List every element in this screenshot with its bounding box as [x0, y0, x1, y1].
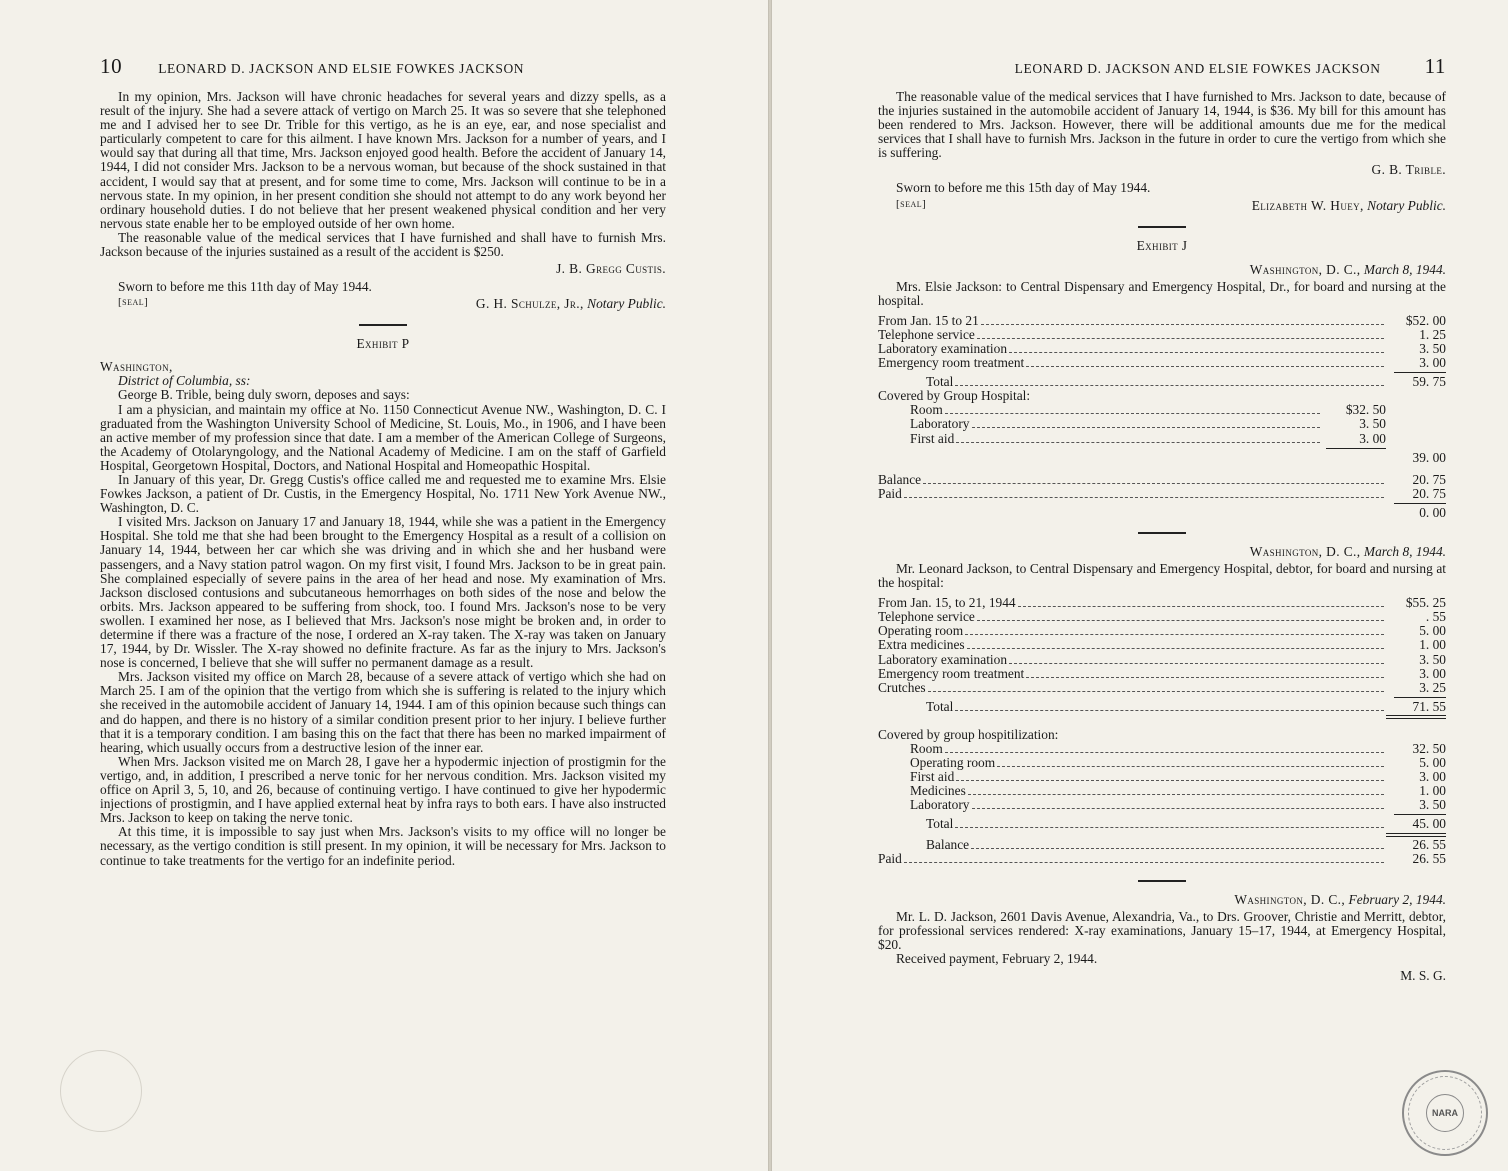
exhibit-heading: Exhibit P [356, 336, 410, 352]
ledger-total: Total 59. 75 [926, 374, 1446, 390]
section-divider [1138, 532, 1186, 534]
ledger-bill-2 [878, 596, 1446, 866]
notary-title: Notary Public. [587, 296, 666, 312]
running-head-right [878, 54, 1446, 90]
bill-dateline [878, 892, 1446, 908]
binding-gutter [768, 0, 772, 1171]
ledger-row: Laboratory examination 3. 50 [878, 340, 1446, 356]
ledger-row: Laboratory 3. 50 [910, 797, 1446, 813]
bill-heading: Mr. Leonard Jackson, to Central Dispensary and Emergency Hospital, debtor, for board and nursing at the hospital: [878, 560, 1446, 591]
faded-stamp [60, 1050, 142, 1132]
body-text [878, 910, 1446, 966]
ledger-row: Balance 26. 55 [926, 836, 1446, 852]
notary-title: Notary Public. [1367, 197, 1446, 213]
ledger-row: Telephone service . 55 [878, 609, 1446, 625]
ledger-row: Laboratory 3. 50 [910, 416, 1386, 432]
ledger-row: Paid 20. 75 [878, 485, 1446, 501]
stamp-ring [1408, 1076, 1482, 1150]
ledger-row: Telephone service 1. 25 [878, 326, 1446, 342]
ledger-subheading: Covered by Group Hospital: [878, 388, 1031, 404]
ledger-row: Extra medicines 1. 00 [878, 637, 1446, 653]
body-text [100, 388, 666, 867]
paragraph: The reasonable value of the medical services that I have furnished and shall have to furnish Mrs. Jackson because of the injuries sustained as a result of the accident is $250. [100, 229, 666, 260]
exhibit-heading: Exhibit J [1136, 237, 1188, 253]
paragraph: When Mrs. Jackson visited me on March 28, I gave her a hypodermic injection of prostigmin for the vertigo, and, in addition, I prescribed a nerve tonic for her nervous condition. Mrs. Jackson visited my office on April 3, 5, 10, and 26, because of continuing vertigo. I have continued to give her hypodermic injections of prostigmin, and I have applied external heat by infra rays to both ears. I have also instructed Mrs. Jackson to keep on taking the nerve tonic. [100, 753, 666, 826]
ledger-row: Operating room 5. 00 [910, 755, 1446, 771]
paragraph: In my opinion, Mrs. Jackson will have chronic headaches for several years and dizzy spells, as a result of the injury. She had a severe attack of vertigo on March 25. It was so severe that she telephoned me and I advised her to see Dr. Trible for this vertigo, as he is an eye, ear, and nose specialist and particularly competent to care for this ailment. I have known Mrs. Jackson for a number of years, and I would say that during all that time, Mrs. Jackson enjoyed good health. Before the accident of January 14, 1944, I did not consider Mrs. Jackson to be a nervous woman, but because of the shock sustained in that accident, I would say that at present, and for some time to come, Mrs. Jackson will continue to be in a nervous state. In my opinion, in her present condition she should not attempt to do any work beyond her ordinary household duties. I do not believe that her present weakened physical condition and her very nervous state enable her to be employed outside of her own home. [100, 89, 666, 231]
ledger-row: Emergency room treatment 3. 00 [878, 355, 1446, 371]
ledger-row: Operating room 5. 00 [878, 623, 1446, 639]
notary-line [896, 198, 1446, 214]
running-head-title: LEONARD D. JACKSON AND ELSIE FOWKES JACKSON [158, 61, 525, 76]
dateline-place: Washington, D. C., [1234, 891, 1346, 907]
stamp-center: NARA [1426, 1094, 1464, 1132]
paragraph: Mr. L. D. Jackson, 2601 Davis Avenue, Alexandria, Va., to Drs. Groover, Christie and Merritt, debtor, for professional services rendered: X-ray examinations, January 15–17, 1944, at Emergency Hospital, $20. [878, 908, 1446, 952]
ledger-row: First aid 3. 00 [910, 430, 1386, 446]
section-divider [1138, 880, 1186, 882]
dateline-date: March 8, 1944. [1363, 261, 1446, 277]
signature: J. B. Gregg Custis. [556, 261, 666, 277]
paragraph: At this time, it is impossible to say just when Mrs. Jackson's visits to my office will no longer be necessary, as the vertigo condition is still present. In my opinion, it will be necessary for Mrs. Jackson to continue to take treatments for the vertigo for an indefinite period. [100, 824, 666, 868]
paragraph: The reasonable value of the medical services that I have furnished to Mrs. Jackson to date, because of the injuries sustained in the automobile accident of January 14, 1944, is $36. My bill for this amount has been rendered to Mrs. Jackson. However, there will be additional amounts due me for the medical services that I shall have to furnish Mrs. Jackson in the future in order to cure the vertigo from which she is suffering. [878, 89, 1446, 161]
paragraph: Received payment, February 2, 1944. [896, 951, 1098, 967]
ledger-total: Total 45. 00 [926, 816, 1446, 832]
ledger-row: Crutches 3. 25 [878, 679, 1446, 695]
section-divider [359, 324, 407, 326]
paragraph: In January of this year, Dr. Gregg Custis's office called me and requested me to examine Mrs. Elsie Fowkes Jackson, a patient of Dr. Custis, in the Emergency Hospital, No. 1711 New York Avenue NW., Washington, D. C. [100, 471, 666, 516]
ledger-subheading: Covered by group hospitilization: [878, 726, 1059, 742]
ledger-row: First aid 3. 00 [910, 769, 1446, 785]
venue-line: District of Columbia, ss: [118, 373, 251, 389]
double-rule [1386, 833, 1446, 837]
sum-rule [1326, 448, 1386, 449]
ledger-bill-1 [878, 314, 1446, 520]
sum-rule [1394, 814, 1446, 815]
nara-stamp-icon [1402, 1070, 1488, 1156]
page-number: 10 [100, 54, 123, 78]
sum-rule [1394, 697, 1446, 698]
seal-mark: [seal] [118, 296, 149, 309]
initials: M. S. G. [1400, 968, 1446, 984]
body-text [100, 90, 666, 259]
dateline-date: February 2, 1944. [1348, 891, 1446, 907]
ledger-row: Paid 26. 55 [878, 850, 1446, 866]
ledger-total: Total 71. 55 [926, 698, 1446, 714]
notary-name: Elizabeth W. Huey, [1251, 197, 1364, 213]
paragraph: I am a physician, and maintain my office at No. 1150 Connecticut Avenue NW., Washington, D. C. I graduated from the Washington University School of Medicine, St. Louis, Mo., in 1906, and I have been an active member of my profession since that date. I am a member of the American College of Surgeons, the Academy of Otolaryngology, and the National Academy of Medicine. I am on the staff of Garfield Hospital, Georgetown Hospital, Doctors, and National Hospital and Homeopathic Hospital. [100, 401, 666, 473]
running-head-left [100, 54, 666, 90]
double-rule [1386, 715, 1446, 719]
ledger-row: 39. 00 [1412, 449, 1446, 465]
bill-heading: Mrs. Elsie Jackson: to Central Dispensary and Emergency Hospital, Dr., for board and nursing at the hospital. [878, 278, 1446, 308]
dateline-place: Washington, D. C., [1249, 543, 1361, 559]
dateline-place: Washington, D. C., [1249, 261, 1361, 277]
sum-rule [1394, 372, 1446, 373]
page-right [770, 0, 1508, 1171]
ledger-row: From Jan. 15, to 21, 1944 $55. 25 [878, 595, 1446, 611]
ledger-row: From Jan. 15 to 21 $52. 00 [878, 312, 1446, 328]
paragraph: I visited Mrs. Jackson on January 17 and January 18, 1944, while she was a patient in the Emergency Hospital. She told me that she had been brought to the Emergency Hospital as a result of a collision on January 14, 1944, between her car which she was driving and in which she and her husband were passengers, and a Navy station patrol wagon. On my first visit, I found Mrs. Jackson to be in great pain. She complained especially of severe pains in the area of her head and nose. My examination of Mrs. Jackson disclosed contusions and subcutaneous hemorrhages on both sides of the nose and below the orbits. Mrs. Jackson appeared to be suffering from shock, too. I found Mrs. Jackson's nose to be very swollen. I examined her nose, as I believed that Mrs. Jackson's nose might be broken and, in order to determine if there was a fracture of the nose, I ordered an X-ray taken. The X-ray was taken on January 17, 1944, by Dr. Wissler. The X-ray showed no definite fracture. As far as the injury to Mrs. Jackson's nose is concerned, I believe that she will suffer no permanent damage as a result. [100, 514, 666, 671]
notary-line [118, 296, 666, 312]
ledger-row: Room 32. 50 [910, 741, 1446, 756]
dateline-date: March 8, 1944. [1363, 543, 1446, 559]
ledger-row: Room $32. 50 [910, 402, 1386, 418]
notary-name: G. H. Schulze, Jr., [475, 296, 584, 312]
bill-dateline [878, 544, 1446, 560]
sworn-statement: Sworn to before me this 15th day of May 1944. [896, 180, 1151, 196]
paragraph: Mrs. Jackson visited my office on March 28, because of a severe attack of vertigo which she had on March 25. I am of the opinion that the vertigo from which she is suffering is related to the injury which she received in the automobile accident of January 14, 1944. I am of this opinion because such things can and do happen, and there is no history of a similar condition present prior to her injury. I believe further that it is a temporary condition. I am basing this on the fact that there has been no marked impairment of hearing, which usually occurs from a destructive lesion of the inner ear. [100, 669, 666, 755]
seal-mark: [seal] [896, 197, 927, 210]
venue-line: Washington, [100, 359, 173, 375]
bill-dateline [878, 262, 1446, 278]
ledger-row: Balance 20. 75 [878, 471, 1446, 487]
page-number: 11 [1424, 54, 1446, 78]
ledger-row: 0. 00 [1419, 504, 1446, 520]
venue [100, 360, 666, 388]
ledger-row: Laboratory examination 3. 50 [878, 651, 1446, 667]
sworn-statement: Sworn to before me this 11th day of May 1944. [118, 279, 372, 295]
sum-rule [1394, 503, 1446, 504]
ledger-row: Medicines 1. 00 [910, 783, 1446, 799]
running-head-title: LEONARD D. JACKSON AND ELSIE FOWKES JACKSON [1014, 61, 1381, 76]
section-divider [1138, 226, 1186, 228]
ledger-row: Emergency room treatment 3. 00 [878, 665, 1446, 681]
signature: G. B. Trible. [1371, 162, 1446, 178]
paragraph: George B. Trible, being duly sworn, deposes and says: [118, 387, 410, 403]
